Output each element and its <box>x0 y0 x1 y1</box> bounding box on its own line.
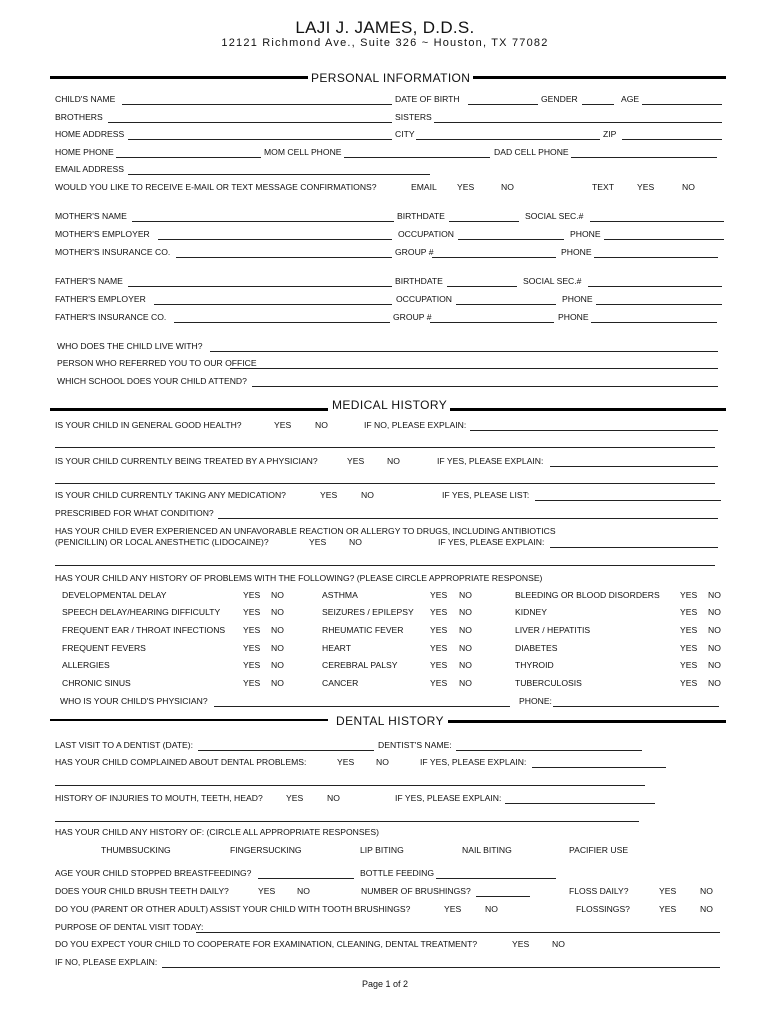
floss-daily-label: FLOSS DAILY? <box>569 886 629 896</box>
medication-no[interactable]: NO <box>361 490 374 500</box>
fathers-name-field[interactable] <box>128 277 392 287</box>
mothers-insurance-label: MOTHER'S INSURANCE CO. <box>55 247 171 257</box>
mothers-birthdate-field[interactable] <box>449 212 519 222</box>
condition-label: RHEUMATIC FEVER <box>322 625 404 635</box>
condition-no-option[interactable]: NO <box>459 660 472 670</box>
fathers-social-field[interactable] <box>588 277 722 287</box>
condition-no-option[interactable]: NO <box>271 660 284 670</box>
injuries-question: HISTORY OF INJURIES TO MOUTH, TEETH, HEAD? <box>55 793 263 803</box>
condition-no-option[interactable]: NO <box>271 643 284 653</box>
section-rule-left <box>50 719 328 721</box>
condition-label: DIABETES <box>515 643 558 653</box>
medication-list-field[interactable] <box>535 491 721 501</box>
physician-question: IS YOUR CHILD CURRENTLY BEING TREATED BY A PHYSICIAN? <box>55 456 318 466</box>
cooperate-yes[interactable]: YES <box>512 939 530 949</box>
condition-yes-option[interactable]: YES <box>680 643 698 653</box>
condition-label: SPEECH DELAY/HEARING DIFFICULTY <box>62 607 221 617</box>
cooperate-explain-field[interactable] <box>162 958 720 968</box>
mothers-ins-phone-field[interactable] <box>594 248 718 258</box>
condition-no-option[interactable]: NO <box>459 590 472 600</box>
complained-explain-field[interactable] <box>532 758 666 768</box>
email-no-option[interactable]: NO <box>501 182 514 192</box>
fathers-insurance-label: FATHER'S INSURANCE CO. <box>55 312 167 322</box>
complained-if-yes-label: IF YES, PLEASE EXPLAIN: <box>420 757 527 767</box>
dob-field[interactable] <box>468 95 538 105</box>
reaction-explain-line2[interactable] <box>55 556 715 566</box>
fathers-group-field[interactable] <box>430 313 554 323</box>
complained-question: HAS YOUR CHILD COMPLAINED ABOUT DENTAL PROBLEMS: <box>55 757 307 767</box>
habit-thumbsucking[interactable]: THUMBSUCKING <box>101 845 171 855</box>
mothers-occupation-label: OCCUPATION <box>398 229 455 239</box>
condition-no-option[interactable]: NO <box>459 678 472 688</box>
condition-label: FREQUENT FEVERS <box>62 643 146 653</box>
habit-nail-biting[interactable]: NAIL BITING <box>462 845 512 855</box>
flossings-label: FLOSSINGS? <box>576 904 630 914</box>
condition-label: ALLERGIES <box>62 660 110 670</box>
home-address-label: HOME ADDRESS <box>55 129 125 139</box>
condition-label: DEVELOPMENTAL DELAY <box>62 590 167 600</box>
condition-yes-option[interactable]: YES <box>680 607 698 617</box>
mothers-social-label: SOCIAL SEC.# <box>525 211 584 221</box>
mothers-group-field[interactable] <box>432 248 556 258</box>
physician-explain-field[interactable] <box>550 457 718 467</box>
condition-yes-option[interactable]: YES <box>680 625 698 635</box>
reaction-if-yes-label: IF YES, PLEASE EXPLAIN: <box>438 537 545 547</box>
dad-cell-label: DAD CELL PHONE <box>494 147 569 157</box>
condition-yes-option[interactable]: YES <box>243 607 261 617</box>
condition-label: LIVER / HEPATITIS <box>515 625 591 635</box>
medication-list-label: IF YES, PLEASE LIST: <box>442 490 530 500</box>
physician-phone-field[interactable] <box>553 697 719 707</box>
physician-name-label: WHO IS YOUR CHILD'S PHYSICIAN? <box>60 696 208 706</box>
gender-field[interactable] <box>582 95 614 105</box>
email-option[interactable]: EMAIL <box>411 182 437 192</box>
zip-field[interactable] <box>622 130 722 140</box>
section-rule-right <box>464 76 726 79</box>
sisters-field[interactable] <box>434 113 722 123</box>
condition-no-option[interactable]: NO <box>271 625 284 635</box>
breastfeeding-field[interactable] <box>258 869 354 879</box>
injuries-yes[interactable]: YES <box>286 793 304 803</box>
section-rule-right <box>448 408 726 411</box>
section-rule-left <box>50 408 328 411</box>
brush-daily-no[interactable]: NO <box>297 886 310 896</box>
physician-if-yes-label: IF YES, PLEASE EXPLAIN: <box>437 456 544 466</box>
home-address-field[interactable] <box>128 130 392 140</box>
condition-yes-option[interactable]: YES <box>243 643 261 653</box>
mothers-employer-field[interactable] <box>158 230 392 240</box>
condition-yes-option[interactable]: YES <box>243 625 261 635</box>
email-yes-option[interactable]: YES <box>457 182 475 192</box>
brush-daily-yes[interactable]: YES <box>258 886 276 896</box>
mom-cell-field[interactable] <box>344 148 490 158</box>
condition-yes-option[interactable]: YES <box>680 660 698 670</box>
doctor-name: LAJI J. JAMES, D.D.S. <box>295 18 475 37</box>
section-rule-right <box>448 720 726 723</box>
mothers-social-field[interactable] <box>590 212 724 222</box>
mothers-group-label: GROUP # <box>395 247 434 257</box>
home-phone-field[interactable] <box>116 148 261 158</box>
fathers-name-label: FATHER'S NAME <box>55 276 123 286</box>
condition-no-option[interactable]: NO <box>271 607 284 617</box>
complained-explain-line2[interactable] <box>55 776 645 786</box>
child-name-field[interactable] <box>122 95 392 105</box>
reaction-no[interactable]: NO <box>349 537 362 547</box>
floss-daily-no[interactable]: NO <box>700 886 713 896</box>
text-yes-option[interactable]: YES <box>637 182 655 192</box>
brush-daily-question: DOES YOUR CHILD BRUSH TEETH DAILY? <box>55 886 229 896</box>
condition-yes-option[interactable]: YES <box>430 625 448 635</box>
purpose-label: PURPOSE OF DENTAL VISIT TODAY: <box>55 922 204 932</box>
cooperate-if-no-label: IF NO, PLEASE EXPLAIN: <box>55 957 158 967</box>
text-option[interactable]: TEXT <box>592 182 614 192</box>
fathers-ins-phone-field[interactable] <box>591 313 717 323</box>
fathers-birthdate-field[interactable] <box>447 277 517 287</box>
sisters-label: SISTERS <box>395 112 432 122</box>
flossings-no[interactable]: NO <box>700 904 713 914</box>
condition-no-option[interactable]: NO <box>708 678 721 688</box>
reaction-question-line1: HAS YOUR CHILD EVER EXPERIENCED AN UNFAVORABLE REACTION OR ALLERGY TO DRUGS, INCLUDING ANTIBIOTICS <box>55 526 556 536</box>
condition-no-option[interactable]: NO <box>708 625 721 635</box>
habit-fingersucking[interactable]: FINGERSUCKING <box>230 845 302 855</box>
condition-yes-option[interactable]: YES <box>430 590 448 600</box>
school-field[interactable] <box>252 377 718 387</box>
floss-daily-yes[interactable]: YES <box>659 886 677 896</box>
condition-yes-option[interactable]: YES <box>243 590 261 600</box>
condition-label: CEREBRAL PALSY <box>322 660 398 670</box>
breastfeeding-label: AGE YOUR CHILD STOPPED BREASTFEEDING? <box>55 868 252 878</box>
city-field[interactable] <box>416 130 600 140</box>
condition-label: HEART <box>322 643 351 653</box>
physician-yes[interactable]: YES <box>347 456 365 466</box>
history-question: HAS YOUR CHILD ANY HISTORY OF PROBLEMS WITH THE FOLLOWING? (PLEASE CIRCLE APPROPRIATE RESPONSE) <box>55 573 543 583</box>
confirmation-question: WOULD YOU LIKE TO RECEIVE E-MAIL OR TEXT MESSAGE CONFIRMATIONS? <box>55 182 377 192</box>
email-field[interactable] <box>128 165 430 175</box>
condition-yes-option[interactable]: YES <box>430 643 448 653</box>
mothers-occupation-field[interactable] <box>458 230 564 240</box>
mothers-ins-phone-label: PHONE <box>561 247 592 257</box>
dentist-name-field[interactable] <box>456 741 642 751</box>
condition-label: BLEEDING OR BLOOD DISORDERS <box>515 590 660 600</box>
good-health-question: IS YOUR CHILD IN GENERAL GOOD HEALTH? <box>55 420 242 430</box>
injuries-explain-line2[interactable] <box>55 812 639 822</box>
referred-label: PERSON WHO REFERRED YOU TO OUR OFFICE <box>57 358 257 368</box>
mothers-name-label: MOTHER'S NAME <box>55 211 127 221</box>
injuries-no[interactable]: NO <box>327 793 340 803</box>
condition-yes-option[interactable]: YES <box>680 590 698 600</box>
condition-no-option[interactable]: NO <box>708 660 721 670</box>
referred-field[interactable] <box>230 359 718 369</box>
cooperate-no[interactable]: NO <box>552 939 565 949</box>
mothers-name-field[interactable] <box>132 212 394 222</box>
physician-explain-line2[interactable] <box>55 474 715 484</box>
bottle-feeding-field[interactable] <box>436 869 556 879</box>
section-title-personal: PERSONAL INFORMATION <box>308 71 473 85</box>
condition-no-option[interactable]: NO <box>459 643 472 653</box>
condition-yes-option[interactable]: YES <box>430 660 448 670</box>
injuries-if-yes-label: IF YES, PLEASE EXPLAIN: <box>395 793 502 803</box>
text-no-option[interactable]: NO <box>682 182 695 192</box>
dad-cell-field[interactable] <box>571 148 717 158</box>
condition-yes-option[interactable]: YES <box>680 678 698 688</box>
reaction-yes[interactable]: YES <box>309 537 327 547</box>
condition-label: THYROID <box>515 660 554 670</box>
fathers-phone-label: PHONE <box>562 294 593 304</box>
fathers-group-label: GROUP # <box>393 312 432 322</box>
fathers-occupation-field[interactable] <box>456 295 556 305</box>
section-rule-left <box>50 76 312 79</box>
brothers-label: BROTHERS <box>55 112 103 122</box>
condition-yes-option[interactable]: YES <box>243 660 261 670</box>
mom-cell-label: MOM CELL PHONE <box>264 147 342 157</box>
city-label: CITY <box>395 129 415 139</box>
email-label: EMAIL ADDRESS <box>55 164 124 174</box>
good-health-yes[interactable]: YES <box>274 420 292 430</box>
cooperate-question: DO YOU EXPECT YOUR CHILD TO COOPERATE FOR EXAMINATION, CLEANING, DENTAL TREATMENT? <box>55 939 478 949</box>
condition-yes-option[interactable]: YES <box>243 678 261 688</box>
physician-name-field[interactable] <box>214 697 510 707</box>
physician-no[interactable]: NO <box>387 456 400 466</box>
condition-no-option[interactable]: NO <box>459 607 472 617</box>
prescribed-field[interactable] <box>218 509 718 519</box>
mothers-phone-label: PHONE <box>570 229 601 239</box>
mothers-insurance-field[interactable] <box>176 248 392 258</box>
assist-question: DO YOU (PARENT OR OTHER ADULT) ASSIST YOUR CHILD WITH TOOTH BRUSHINGS? <box>55 904 411 914</box>
brothers-field[interactable] <box>108 113 392 123</box>
condition-label: CANCER <box>322 678 359 688</box>
habit-pacifier-use[interactable]: PACIFIER USE <box>569 845 629 855</box>
fathers-birthdate-label: BIRTHDATE <box>395 276 443 286</box>
fathers-insurance-field[interactable] <box>174 313 390 323</box>
zip-label: ZIP <box>603 129 617 139</box>
fathers-social-label: SOCIAL SEC.# <box>523 276 582 286</box>
office-address: 12121 Richmond Ave., Suite 326 ~ Houston, TX 77082 <box>221 37 549 49</box>
fathers-phone-field[interactable] <box>596 295 722 305</box>
condition-label: KIDNEY <box>515 607 547 617</box>
fathers-occupation-label: OCCUPATION <box>396 294 453 304</box>
medication-yes[interactable]: YES <box>320 490 338 500</box>
condition-label: TUBERCULOSIS <box>515 678 582 688</box>
section-title-medical: MEDICAL HISTORY <box>329 398 450 412</box>
last-visit-label: LAST VISIT TO A DENTIST (DATE): <box>55 740 194 750</box>
good-health-no[interactable]: NO <box>315 420 328 430</box>
fathers-ins-phone-label: PHONE <box>558 312 589 322</box>
bottle-feeding-label: BOTTLE FEEDING <box>360 868 435 878</box>
age-field[interactable] <box>642 95 722 105</box>
condition-label: FREQUENT EAR / THROAT INFECTIONS <box>62 625 226 635</box>
habit-lip-biting[interactable]: LIP BITING <box>360 845 404 855</box>
condition-label: ASTHMA <box>322 590 358 600</box>
complained-yes[interactable]: YES <box>337 757 355 767</box>
fathers-employer-label: FATHER'S EMPLOYER <box>55 294 146 304</box>
live-with-field[interactable] <box>210 342 718 352</box>
condition-no-option[interactable]: NO <box>708 607 721 617</box>
num-brushings-label: NUMBER OF BRUSHINGS? <box>361 886 471 896</box>
dob-label: DATE OF BIRTH <box>395 94 460 104</box>
section-title-dental: DENTAL HISTORY <box>333 714 447 728</box>
condition-label: CHRONIC SINUS <box>62 678 131 688</box>
school-label: WHICH SCHOOL DOES YOUR CHILD ATTEND? <box>57 376 247 386</box>
last-visit-field[interactable] <box>198 741 374 751</box>
condition-no-option[interactable]: NO <box>459 625 472 635</box>
fathers-employer-field[interactable] <box>154 295 392 305</box>
injuries-explain-field[interactable] <box>505 794 655 804</box>
condition-no-option[interactable]: NO <box>271 590 284 600</box>
live-with-label: WHO DOES THE CHILD LIVE WITH? <box>57 341 203 351</box>
flossings-yes[interactable]: YES <box>659 904 677 914</box>
condition-label: SEIZURES / EPILEPSY <box>322 607 414 617</box>
page-number: Page 1 of 2 <box>361 979 409 989</box>
gender-label: GENDER <box>541 94 578 104</box>
age-label: AGE <box>621 94 640 104</box>
child-name-label: CHILD'S NAME <box>55 94 116 104</box>
habits-question: HAS YOUR CHILD ANY HISTORY OF: (CIRCLE ALL APPROPRIATE RESPONSES) <box>55 827 379 837</box>
condition-yes-option[interactable]: YES <box>430 678 448 688</box>
mothers-phone-field[interactable] <box>604 230 724 240</box>
if-no-explain-label: IF NO, PLEASE EXPLAIN: <box>364 420 467 430</box>
home-phone-label: HOME PHONE <box>55 147 114 157</box>
condition-yes-option[interactable]: YES <box>430 607 448 617</box>
mothers-birthdate-label: BIRTHDATE <box>397 211 445 221</box>
reaction-question-line2: (PENICILLIN) OR LOCAL ANESTHETIC (LIDOCAINE)? <box>55 537 269 547</box>
physician-phone-label: PHONE: <box>519 696 552 706</box>
good-health-explain-line2[interactable] <box>55 438 715 448</box>
purpose-field[interactable] <box>196 923 720 933</box>
assist-yes[interactable]: YES <box>444 904 462 914</box>
reaction-explain-field[interactable] <box>550 538 718 548</box>
condition-no-option[interactable]: NO <box>708 643 721 653</box>
prescribed-label: PRESCRIBED FOR WHAT CONDITION? <box>55 508 214 518</box>
medication-question: IS YOUR CHILD CURRENTLY TAKING ANY MEDICATION? <box>55 490 286 500</box>
condition-no-option[interactable]: NO <box>271 678 284 688</box>
dentist-name-label: DENTIST'S NAME: <box>378 740 452 750</box>
mothers-employer-label: MOTHER'S EMPLOYER <box>55 229 150 239</box>
condition-no-option[interactable]: NO <box>708 590 721 600</box>
complained-no[interactable]: NO <box>376 757 389 767</box>
assist-no[interactable]: NO <box>485 904 498 914</box>
num-brushings-field[interactable] <box>476 887 530 897</box>
good-health-explain-field[interactable] <box>470 421 718 431</box>
